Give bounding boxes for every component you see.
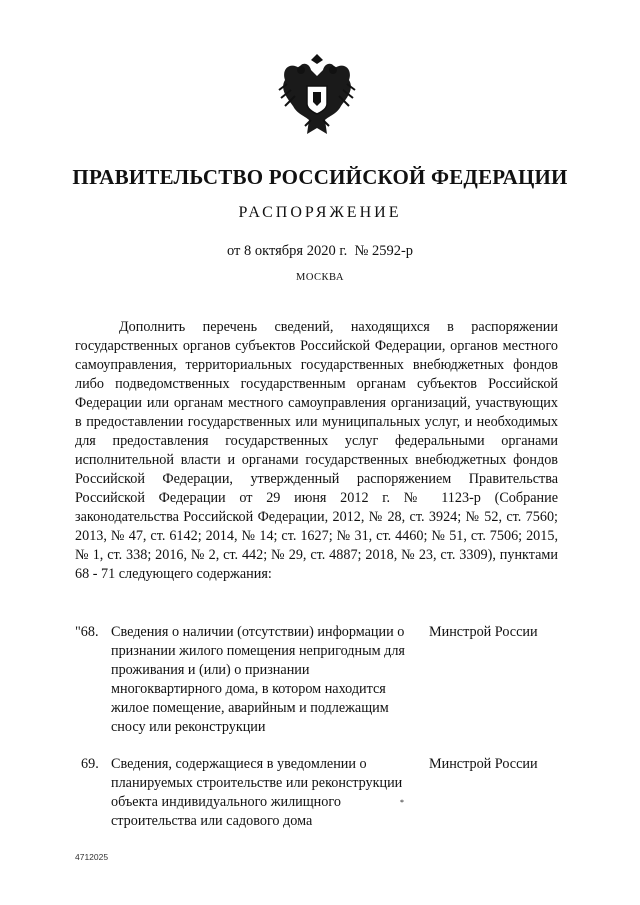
item-text: Сведения о наличии (отсутствии) информации о признании жилого помещения непригодным для проживания и (или) о признании многоквартирного дома, в котором находится жилое помещение, аварийным и подлежащим сносу или реконструкции xyxy=(111,624,405,735)
document-city: МОСКВА xyxy=(296,272,344,283)
list-item xyxy=(75,755,570,831)
double-headed-eagle-icon xyxy=(271,50,363,142)
document-date-number: от 8 октября 2020 г. № 2592-р xyxy=(226,243,414,259)
item-number: "68. xyxy=(75,624,99,640)
main-paragraph: Дополнить перечень сведений, находящихся в распоряжении государственных органов субъектов Российской Федерации, органов местного самоуправления, территориальных государственных внебюджетных фондов либо подведомственных государственным органам субъектов Российской Федерации или органам местного самоуправления организаций, участвующих в предоставлении государственных или муниципальных услуг, и необходимых для предоставления государственных услуг федеральными органами исполнительной власти и органами государственных внебюджетных фондов Российской Федерации, утвержденный распоряжением Правительства Российской Федерации от 29 июня 2012 г. № 1123-р (Собрание законодательства Российской Федерации, 2012, № 28, ст. 3924; № 52, ст. 7560; 2013, № 47, ст. 6142; 2014, № 14; ст. 1627; № 31, ст. 4460; № 51, ст. 7506; 2015, № 1, ст. 338; 2016, № 2, ст. 442; № 29, ст. 4887; 2018, № 23, ст. 3309), пунктами 68 - 71 следующего содержания: xyxy=(75,319,558,582)
item-organization: Минстрой России xyxy=(429,624,538,640)
stray-mark: * xyxy=(400,798,404,807)
government-title: ПРАВИТЕЛЬСТВО РОССИЙСКОЙ ФЕДЕРАЦИИ xyxy=(72,165,568,189)
item-organization: Минстрой России xyxy=(429,756,538,772)
document-code: 4712025 xyxy=(75,852,109,862)
document-type: РАСПОРЯЖЕНИЕ xyxy=(238,204,402,221)
list-item xyxy=(75,623,570,737)
coat-of-arms-emblem xyxy=(271,50,363,142)
item-text: Сведения, содержащиеся в уведомлении о планируемых строительстве или реконструкции объекта индивидуального жилищного строительства или садового дома xyxy=(111,756,403,829)
items-list xyxy=(75,623,570,849)
item-number: 69. xyxy=(81,756,99,772)
